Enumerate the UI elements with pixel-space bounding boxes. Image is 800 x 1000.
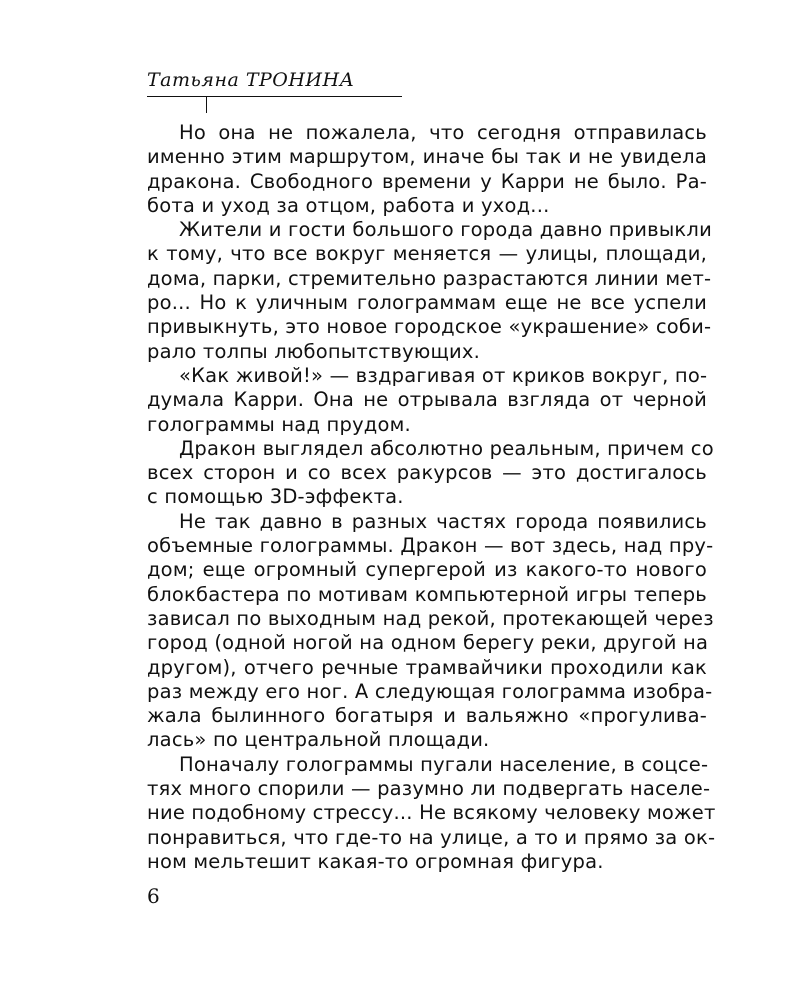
- text-line: ние подобному стрессу... Не всякому человеку может: [147, 801, 716, 825]
- text-line: думала Карри. Она не отрывала взгляда от черной: [147, 388, 707, 412]
- text-line: жала былинного богатыря и вальяжно «прогулива-: [147, 704, 707, 728]
- text-line: лась» по центральной площади.: [147, 728, 490, 752]
- header-rule-tick: [206, 96, 207, 113]
- body-text: [147, 121, 716, 874]
- text-line: ро... Но к уличным голограммам еще не все успели: [147, 291, 707, 315]
- text-line: к тому, что все вокруг меняется — улицы, площади,: [147, 242, 707, 266]
- text-line: ном мельтешит какая-то огромная фигура.: [147, 849, 604, 873]
- text-line: Но она не пожалела, что сегодня отправилась: [179, 121, 707, 144]
- text-line: зависал по выходным над рекой, протекающей через: [147, 606, 714, 630]
- text-line: голограммы над прудом.: [147, 412, 411, 436]
- header-rule: [147, 96, 402, 97]
- text-line: тях много спорили — разумно ли подвергать населе-: [147, 777, 711, 801]
- text-line: объемные голограммы. Дракон — вот здесь, над пру-: [147, 534, 714, 558]
- text-line: «Как живой!» — вздрагивая от криков вокруг, по-: [179, 363, 708, 387]
- text-line: раз между его ног. А следующая голограмма изобра-: [147, 679, 713, 703]
- text-line: город (одной ногой на одном берегу реки, другой на: [147, 631, 709, 655]
- text-line: бота и уход за отцом, работа и уход...: [147, 193, 550, 217]
- text-line: блокбастера по мотивам компьютерной игры теперь: [147, 582, 707, 606]
- text-line: Поначалу голограммы пугали население, в соцсе-: [179, 752, 709, 776]
- text-line: рало толпы любопытствующих.: [147, 339, 481, 363]
- text-line: дракона. Свободного времени у Карри не было. Ра-: [147, 169, 707, 193]
- text-line: Не так давно в разных частях города появились: [179, 509, 707, 533]
- text-line: дома, парки, стремительно разрастаются линии мет-: [147, 266, 712, 290]
- text-line: привыкнуть, это новое городское «украшение» соби-: [147, 315, 712, 339]
- page-number: 6: [147, 884, 160, 908]
- text-line: всех сторон и со всех ракурсов — это достигалось: [147, 461, 707, 485]
- text-line: с помощью 3D-эффекта.: [147, 485, 404, 509]
- text-line: именно этим маршрутом, иначе бы так и не увидела: [147, 145, 707, 169]
- text-line: Жители и гости большого города давно привыкли: [179, 218, 712, 242]
- running-head: Татьяна ТРОНИНА: [147, 69, 355, 91]
- text-line: понравиться, что где-то на улице, а то и прямо за ок-: [147, 825, 716, 849]
- text-line: дом; еще огромный супергерой из какого-то нового: [147, 558, 707, 582]
- text-line: Дракон выглядел абсолютно реальным, причем со: [179, 436, 714, 460]
- text-line: другом), отчего речные трамвайчики проходили как: [147, 655, 707, 679]
